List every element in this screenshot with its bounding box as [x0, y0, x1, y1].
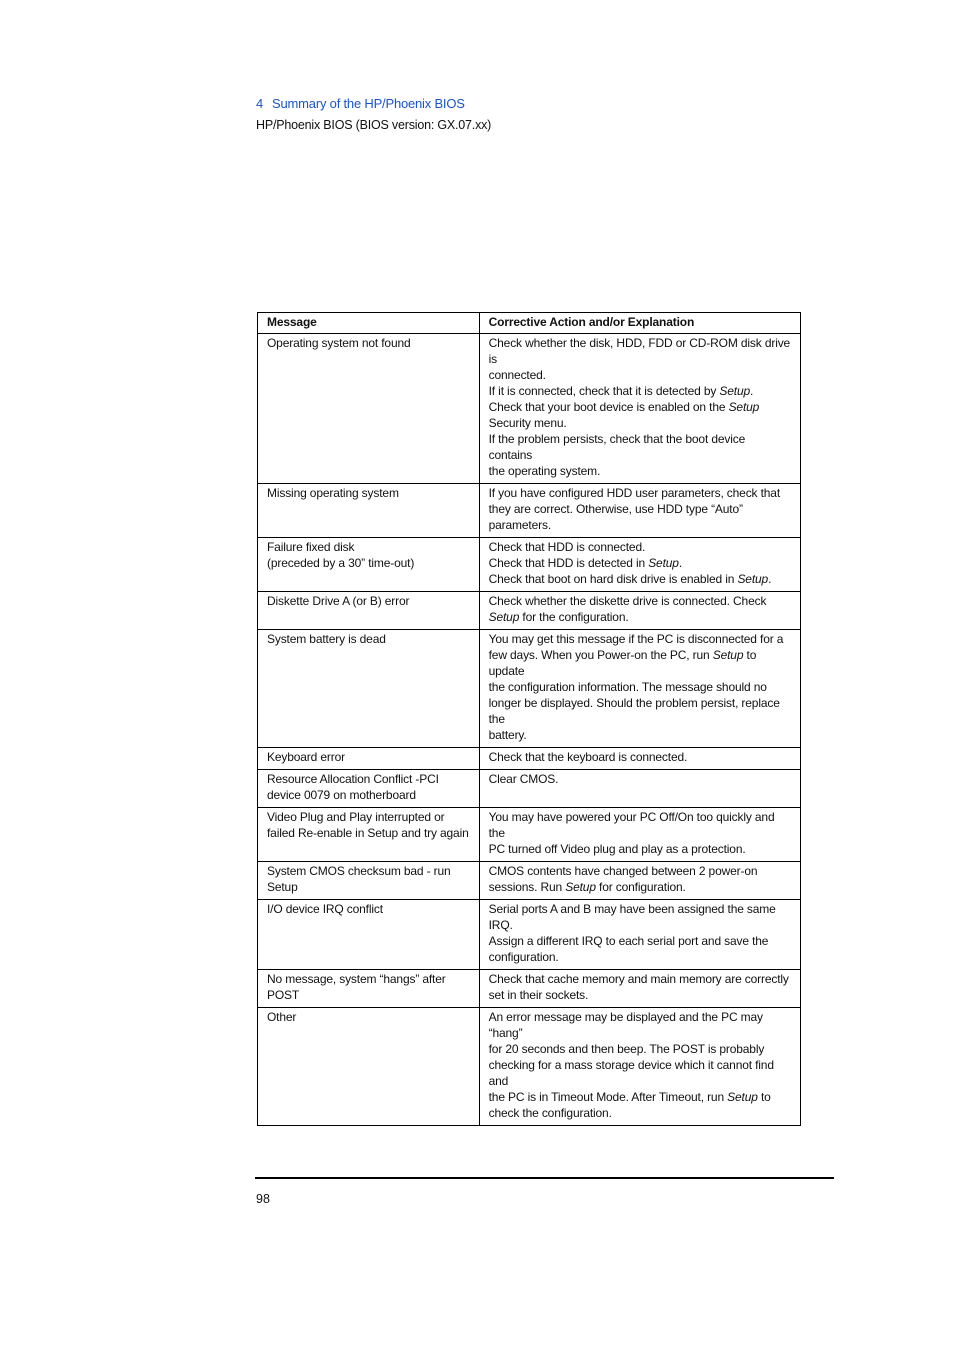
action-emphasis: Setup: [728, 400, 760, 414]
message-line: (preceded by a 30” time-out): [267, 556, 415, 570]
action-line: [489, 949, 791, 965]
message-cell: [258, 334, 480, 484]
action-line: [489, 335, 791, 367]
page-number: 98: [256, 1192, 270, 1206]
action-line: [489, 631, 791, 647]
action-text: Assign a different IRQ to each serial port and save the: [488, 934, 769, 948]
action-line: [489, 593, 791, 609]
action-line: [489, 517, 791, 533]
action-line: [489, 501, 791, 517]
action-line: [489, 809, 791, 841]
action-text: Check whether the diskette drive is connected. Check: [488, 594, 767, 608]
table-row: [258, 1008, 801, 1126]
action-cell: [479, 748, 800, 770]
message-cell: [258, 748, 480, 770]
chapter-heading: [256, 96, 465, 111]
action-text: You may have powered your PC Off/On too quickly and the: [488, 810, 775, 840]
action-text: checking for a mass storage device which it cannot find and: [488, 1058, 774, 1088]
column-header-message: Message: [258, 313, 480, 334]
action-text: the PC is in Timeout Mode. After Timeout, run: [488, 1090, 728, 1104]
table-row: [258, 970, 801, 1008]
action-text: Check that HDD is detected in: [488, 556, 649, 570]
action-line: [489, 863, 791, 879]
action-cell: [479, 592, 800, 630]
message-cell: [258, 538, 480, 592]
message-cell: [258, 484, 480, 538]
table-row: [258, 484, 801, 538]
action-text: battery.: [488, 728, 527, 742]
action-line: [489, 879, 791, 895]
action-cell: [479, 630, 800, 748]
action-text: to: [757, 1090, 771, 1104]
action-text: to update: [488, 648, 757, 678]
action-emphasis: Setup: [565, 880, 596, 894]
action-cell: [479, 334, 800, 484]
action-cell: [479, 1008, 800, 1126]
action-line: [489, 1089, 791, 1105]
message-line: I/O device IRQ conflict: [267, 902, 383, 916]
message-line: System CMOS checksum bad - run: [267, 864, 451, 878]
action-text: the configuration information. The message should no: [488, 680, 767, 694]
message-line: Other: [267, 1010, 297, 1024]
action-line: [489, 431, 791, 463]
action-line: [489, 463, 791, 479]
message-line: Resource Allocation Conflict -PCI: [267, 772, 439, 786]
action-emphasis: Setup: [488, 610, 520, 624]
message-line: Operating system not found: [267, 336, 411, 350]
table-row: [258, 334, 801, 484]
message-line: POST: [267, 988, 300, 1002]
action-text: If the problem persists, check that the boot device contains: [488, 432, 746, 462]
table-row: [258, 748, 801, 770]
action-text: the operating system.: [488, 464, 601, 478]
action-text: for 20 seconds and then beep. The POST is probably: [488, 1042, 765, 1056]
action-text: they are correct. Otherwise, use HDD type “Auto”: [488, 502, 743, 516]
message-line: Missing operating system: [267, 486, 399, 500]
action-emphasis: Setup: [719, 384, 751, 398]
action-text: Security menu.: [488, 416, 567, 430]
action-line: [489, 971, 791, 987]
message-line: No message, system “hangs” after: [267, 972, 446, 986]
message-line: failed Re-enable in Setup and try again: [267, 826, 469, 840]
action-text: for the configuration.: [519, 610, 629, 624]
message-cell: [258, 630, 480, 748]
action-text: If it is connected, check that it is detected by: [488, 384, 720, 398]
chapter-number: 4: [256, 96, 264, 111]
action-line: [489, 367, 791, 383]
action-text: for configuration.: [595, 880, 686, 894]
action-line: [489, 1041, 791, 1057]
message-line: Video Plug and Play interrupted or: [267, 810, 445, 824]
action-text: Check that HDD is connected.: [488, 540, 646, 554]
table-row: [258, 630, 801, 748]
bios-messages-table: [257, 312, 801, 1126]
action-text: longer be displayed. Should the problem persist, replace the: [488, 696, 780, 726]
action-line: [489, 539, 791, 555]
action-cell: [479, 900, 800, 970]
action-line: [489, 901, 791, 933]
action-line: [489, 415, 791, 431]
action-line: [489, 647, 791, 679]
action-text: .: [750, 384, 754, 398]
message-line: device 0079 on motherboard: [267, 788, 416, 802]
action-text: connected.: [488, 368, 546, 382]
action-emphasis: Setup: [737, 572, 769, 586]
action-text: sessions. Run: [488, 880, 566, 894]
table-row: [258, 770, 801, 808]
action-text: Check that the keyboard is connected.: [488, 750, 688, 764]
action-line: [489, 1009, 791, 1041]
footer-rule: [255, 1177, 834, 1179]
action-text: CMOS contents have changed between 2 power-on: [488, 864, 758, 878]
action-text: If you have configured HDD user parameters, check that: [488, 486, 781, 500]
action-text: .: [768, 572, 772, 586]
action-emphasis: Setup: [648, 556, 679, 570]
action-line: [489, 933, 791, 949]
action-text: Clear CMOS.: [488, 772, 559, 786]
section-subtitle: HP/Phoenix BIOS (BIOS version: GX.07.xx): [256, 118, 492, 132]
action-line: [489, 727, 791, 743]
action-text: configuration.: [488, 950, 559, 964]
action-line: [489, 771, 791, 787]
action-line: [489, 571, 791, 587]
action-line: [489, 609, 791, 625]
table-row: [258, 808, 801, 862]
action-cell: [479, 970, 800, 1008]
action-line: [489, 695, 791, 727]
action-line: [489, 1105, 791, 1121]
column-header-action: Corrective Action and/or Explanation: [479, 313, 800, 334]
table-row: [258, 900, 801, 970]
action-text: An error message may be displayed and the PC may “hang”: [488, 1010, 763, 1040]
action-text: PC turned off Video plug and play as a protection.: [488, 842, 746, 856]
action-line: [489, 383, 791, 399]
action-text: parameters.: [488, 518, 552, 532]
message-cell: [258, 770, 480, 808]
action-cell: [479, 808, 800, 862]
action-emphasis: Setup: [727, 1090, 758, 1104]
message-cell: [258, 900, 480, 970]
action-line: [489, 1057, 791, 1089]
action-text: set in their sockets.: [488, 988, 589, 1002]
message-cell: [258, 862, 480, 900]
table-header-row: [258, 313, 801, 334]
action-line: [489, 749, 791, 765]
action-emphasis: Setup: [712, 648, 744, 662]
action-text: Check that boot on hard disk drive is enabled in: [488, 572, 738, 586]
action-text: Check whether the disk, HDD, FDD or CD-ROM disk drive is: [488, 336, 791, 366]
action-text: Serial ports A and B may have been assigned the same IRQ.: [488, 902, 776, 932]
message-cell: [258, 592, 480, 630]
action-text: Check that your boot device is enabled on the: [488, 400, 729, 414]
action-text: .: [678, 556, 683, 570]
action-cell: [479, 538, 800, 592]
action-text: check the configuration.: [488, 1106, 612, 1120]
message-line: System battery is dead: [267, 632, 386, 646]
message-cell: [258, 970, 480, 1008]
table-row: [258, 862, 801, 900]
message-line: Setup: [267, 880, 298, 894]
table-row: [258, 538, 801, 592]
action-cell: [479, 770, 800, 808]
action-line: [489, 399, 791, 415]
action-text: You may get this message if the PC is disconnected for a: [488, 632, 784, 646]
action-line: [489, 485, 791, 501]
action-line: [489, 679, 791, 695]
message-cell: [258, 808, 480, 862]
message-cell: [258, 1008, 480, 1126]
action-cell: [479, 862, 800, 900]
action-text: few days. When you Power-on the PC, run: [488, 648, 713, 662]
table-row: [258, 592, 801, 630]
action-line: [489, 987, 791, 1003]
action-text: Check that cache memory and main memory are correctly: [488, 972, 789, 986]
message-line: Keyboard error: [267, 750, 345, 764]
action-line: [489, 555, 791, 571]
table-body: [258, 334, 801, 1126]
action-line: [489, 841, 791, 857]
message-line: Diskette Drive A (or B) error: [267, 594, 410, 608]
message-line: Failure fixed disk: [267, 540, 355, 554]
chapter-title: Summary of the HP/Phoenix BIOS: [272, 96, 465, 111]
action-cell: [479, 484, 800, 538]
